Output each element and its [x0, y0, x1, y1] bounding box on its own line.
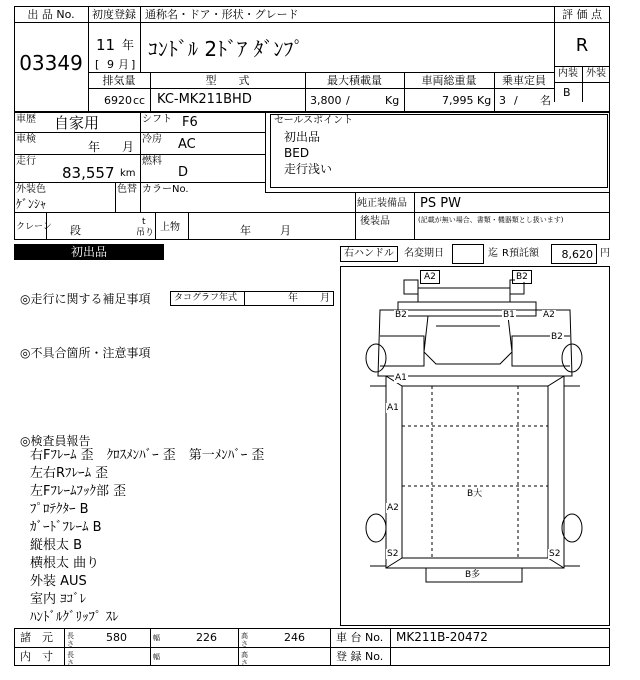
- gross-weight-unit: Kg: [477, 94, 492, 107]
- score-label: 評 価 点: [562, 8, 602, 21]
- name-change-label: 名変期日: [404, 248, 444, 259]
- damage-mark: A2: [387, 503, 399, 513]
- sales-point-line: 走行浅い: [284, 162, 333, 176]
- damage-mark: B大: [467, 489, 483, 499]
- max-load-value: 3,800: [310, 94, 342, 107]
- dims-label: 諸 元: [20, 631, 53, 644]
- chassis-label: 車 台 No.: [336, 631, 384, 644]
- color-change-label: 色替: [117, 184, 137, 195]
- capacity-unit: 名: [540, 94, 551, 107]
- inspector-line: 左右Rﾌﾚｰﾑ 歪: [30, 466, 109, 481]
- shift-label: シフト: [142, 114, 172, 125]
- first-reg-month: 9: [107, 58, 114, 71]
- upper-body-label: 上物: [160, 222, 180, 233]
- damage-mark: S2: [549, 549, 561, 559]
- rear-right-wheel-shape: [562, 514, 582, 542]
- front-left-wheel-shape: [366, 344, 386, 372]
- gross-weight-label: 車両総重量: [421, 74, 477, 87]
- inspector-line: 縦根太 B: [30, 538, 83, 553]
- sales-point-line: BED: [284, 146, 310, 160]
- defects-label: ◎不具合箇所・注意事項: [20, 346, 151, 360]
- max-load-label: 最大積載量: [327, 74, 382, 87]
- shift-value: F6: [182, 115, 198, 130]
- first-listing-badge: 初出品: [14, 244, 164, 260]
- aftermarket-note: (記載が無い場合、書類・機器類とし扱います): [418, 216, 564, 224]
- width-value: 226: [196, 631, 217, 644]
- deadline-mark: 迄: [488, 248, 498, 259]
- driving-notes-label: ◎走行に関する補足事項: [20, 292, 151, 306]
- history-label: 車歴: [16, 114, 36, 125]
- color-code-label: カラーNo.: [142, 184, 189, 195]
- first-reg-year: 11: [96, 36, 116, 54]
- damage-mark: B多: [465, 570, 481, 580]
- model-code: KC-MK211BHD: [157, 92, 252, 107]
- lot-no-value: 03349: [19, 51, 83, 75]
- month-unit: 月: [118, 58, 129, 71]
- inspector-line: 右Fﾌﾚｰﾑ 歪 ｸﾛｽﾒﾝﾊﾞｰ 歪 第一ﾒﾝﾊﾞｰ 歪: [30, 448, 265, 463]
- damage-mark: B1: [503, 310, 515, 320]
- inspector-line: 外装 AUS: [30, 574, 87, 589]
- crane-label: クレーン: [16, 222, 52, 232]
- ac-label: 冷房: [142, 134, 162, 145]
- sales-points-label: セールスポイント: [274, 115, 354, 126]
- max-load-unit: Kg: [385, 94, 400, 107]
- aftermarket-label: 後装品: [360, 216, 390, 227]
- model-code-label: 型 式: [205, 74, 250, 87]
- name-change-box: [452, 244, 484, 264]
- interior-score: B: [563, 86, 571, 99]
- color-label: 外装色: [16, 184, 46, 195]
- mileage-unit: km: [120, 168, 136, 179]
- inner-dims-label: 内 寸: [20, 650, 53, 663]
- tacho-label: タコグラフ年式: [174, 293, 238, 303]
- inspector-line: ｶﾞｰﾄﾞﾌﾚｰﾑ B: [30, 520, 102, 535]
- height-value: 246: [284, 631, 305, 644]
- first-reg-label: 初度登録: [92, 8, 136, 21]
- damage-mark: B2: [395, 310, 407, 320]
- capacity-value: 3: [499, 94, 506, 107]
- cab-roof-shape: [424, 316, 512, 364]
- length-value: 580: [106, 631, 127, 644]
- year-unit: 年: [122, 38, 135, 52]
- interior-label: 内装: [558, 68, 578, 79]
- sales-point-line: 初出品: [284, 130, 321, 144]
- vehicle-name: ｺﾝﾄﾞﾙ 2ﾄﾞｱ ﾀﾞﾝﾌﾟ: [148, 37, 304, 61]
- exterior-label: 外装: [586, 68, 606, 79]
- inspector-label: ◎検査員報告: [20, 434, 91, 448]
- left-mirror-shape: [404, 280, 418, 294]
- chassis-value: MK211B-20472: [396, 630, 488, 644]
- registration-label: 登 録 No.: [336, 650, 384, 663]
- fuel-label: 燃料: [142, 156, 162, 167]
- inspection-label: 車検: [16, 134, 36, 145]
- displacement-value: 6920: [104, 94, 132, 107]
- inspector-line: ﾊﾝﾄﾞﾙｸﾞﾘｯﾌﾟ ｽﾚ: [30, 610, 119, 625]
- inspector-line: 室内 ﾖｺﾞﾚ: [30, 592, 87, 607]
- inspector-line: 左Fﾌﾚｰﾑﾌｯｸ部 歪: [30, 484, 127, 499]
- damage-mark: A2: [543, 310, 555, 320]
- damage-mark: A2: [424, 272, 436, 282]
- color-value: ｹﾞﾝｼｬ: [16, 197, 47, 211]
- dump-bed-outline: [386, 376, 564, 568]
- damage-mark: A1: [395, 373, 407, 383]
- rear-left-wheel-shape: [366, 514, 386, 542]
- model-name-label: 通称名・ドア・形状・グレード: [145, 8, 299, 21]
- history-value: 自家用: [54, 114, 100, 132]
- r-record-value: 8,620: [561, 248, 593, 261]
- inspector-line: 横根太 曲り: [30, 556, 100, 571]
- mileage-label: 走行: [16, 156, 36, 167]
- overall-score: R: [575, 35, 589, 56]
- capacity-label: 乗車定員: [502, 74, 546, 87]
- fuel-value: D: [178, 165, 189, 180]
- mileage-value: 83,557: [62, 164, 115, 182]
- damage-mark: B2: [551, 332, 563, 342]
- damage-mark: S2: [387, 549, 399, 559]
- genuine-equipment-label: 純正装備品: [357, 198, 407, 209]
- damage-mark: A1: [387, 403, 399, 413]
- lot-no-label: 出 品 No.: [27, 8, 75, 21]
- ac-value: AC: [178, 137, 196, 152]
- r-record-unit: 円: [600, 248, 610, 259]
- damage-mark: B2: [516, 272, 528, 282]
- gross-weight-value: 7,995: [442, 94, 474, 107]
- genuine-equipment-value: PS PW: [420, 196, 461, 211]
- rhd-label: 右ハンドル: [344, 248, 394, 259]
- displacement-unit: cc: [133, 94, 146, 107]
- inspector-line: ﾌﾟﾛﾃｸﾀｰ B: [30, 502, 89, 517]
- r-record-label: R預託額: [502, 248, 539, 259]
- displacement-label: 排気量: [102, 74, 136, 87]
- cab-front-outline: [418, 288, 510, 302]
